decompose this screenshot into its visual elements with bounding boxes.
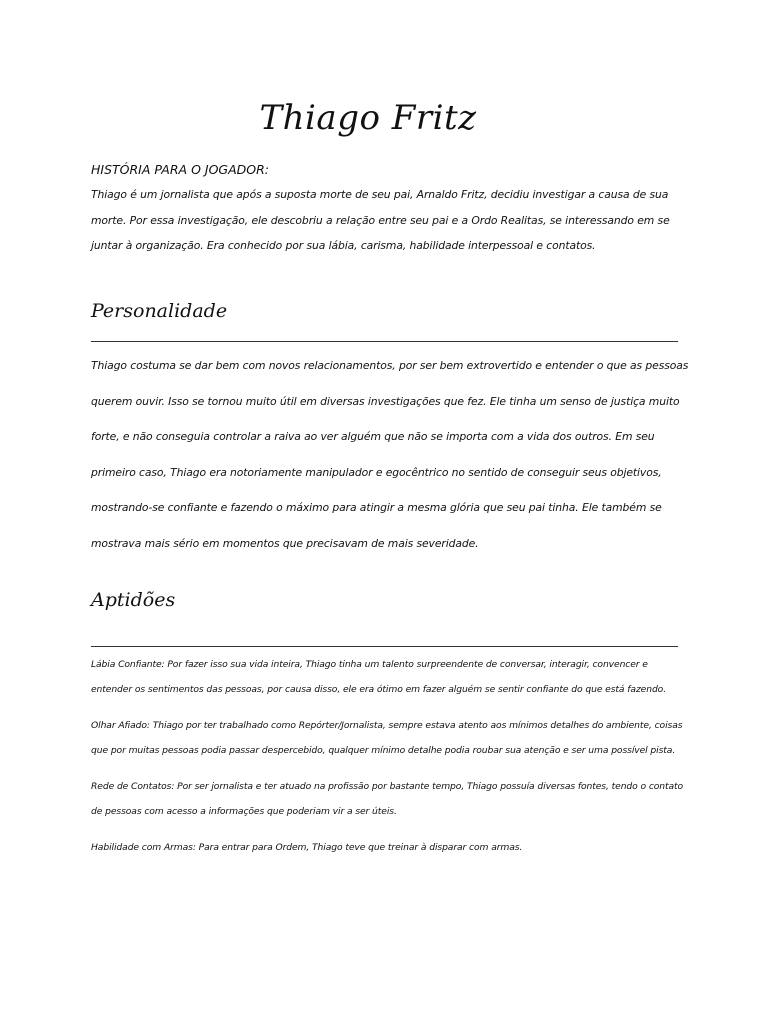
player-history bbox=[91, 160, 691, 259]
section-heading-aptidoes: Aptidões bbox=[91, 589, 176, 611]
personalidade-body bbox=[91, 348, 691, 562]
aptidoes-list bbox=[91, 652, 691, 871]
aptidao-item: Habilidade com Armas: Para entrar para Ordem, Thiago teve que treinar à disparar com armas. bbox=[91, 842, 523, 853]
section-divider bbox=[91, 341, 678, 342]
aptidao-item: Lábia Confiante: Por fazer isso sua vida inteira, Thiago tinha um talento surpreendente de conversar, interagir, convencer e entender os sentimentos das pessoas, por causa disso, ele era ótimo em fazer alguém se sentir confiante do que está fazendo. bbox=[91, 659, 667, 695]
section-heading-personalidade: Personalidade bbox=[91, 300, 228, 322]
player-history-text: Thiago é um jornalista que após a suposta morte de seu pai, Arnaldo Fritz, decidiu investigar a causa de sua morte. Por essa investigação, ele descobriu a relação entre seu pai e a Ordo Realitas, se interessando em se juntar à organização. Era conhecido por sua lábia, carisma, habilidade interpessoal e contatos. bbox=[91, 188, 670, 252]
document-title: Thiago Fritz bbox=[259, 98, 477, 138]
personalidade-text: Thiago costuma se dar bem com novos relacionamentos, por ser bem extrovertido e entender o que as pessoas querem ouvir. Isso se tornou muito útil em diversas investigações que fez. Ele tinha um senso de justiça muito forte, e não conseguia controlar a raiva ao ver alguém que não se importa com a vida dos outros. Em seu primeiro caso, Thiago era notoriamente manipulador e egocêntrico no sentido de conseguir seus objetivos, mostrando-se confiante e fazendo o máximo para atingir a mesma glória que seu pai tinha. Ele também se mostrava mais sério em momentos que precisavam de mais severidade. bbox=[91, 359, 689, 550]
aptidao-item: Rede de Contatos: Por ser jornalista e ter atuado na profissão por bastante tempo, Thiago possuía diversas fontes, tendo o contato de pessoas com acesso a informações que poderiam vir a ser úteis. bbox=[91, 781, 684, 817]
section-divider bbox=[91, 646, 678, 647]
aptidao-item: Olhar Afiado: Thiago por ter trabalhado como Repórter/Jornalista, sempre estava atento aos mínimos detalhes do ambiente, coisas que por muitas pessoas podia passar despercebido, qualquer mínimo detalhe podia roubar sua atenção e ser uma possível pista. bbox=[91, 720, 683, 756]
player-history-label: HISTÓRIA PARA O JOGADOR: bbox=[91, 162, 270, 177]
